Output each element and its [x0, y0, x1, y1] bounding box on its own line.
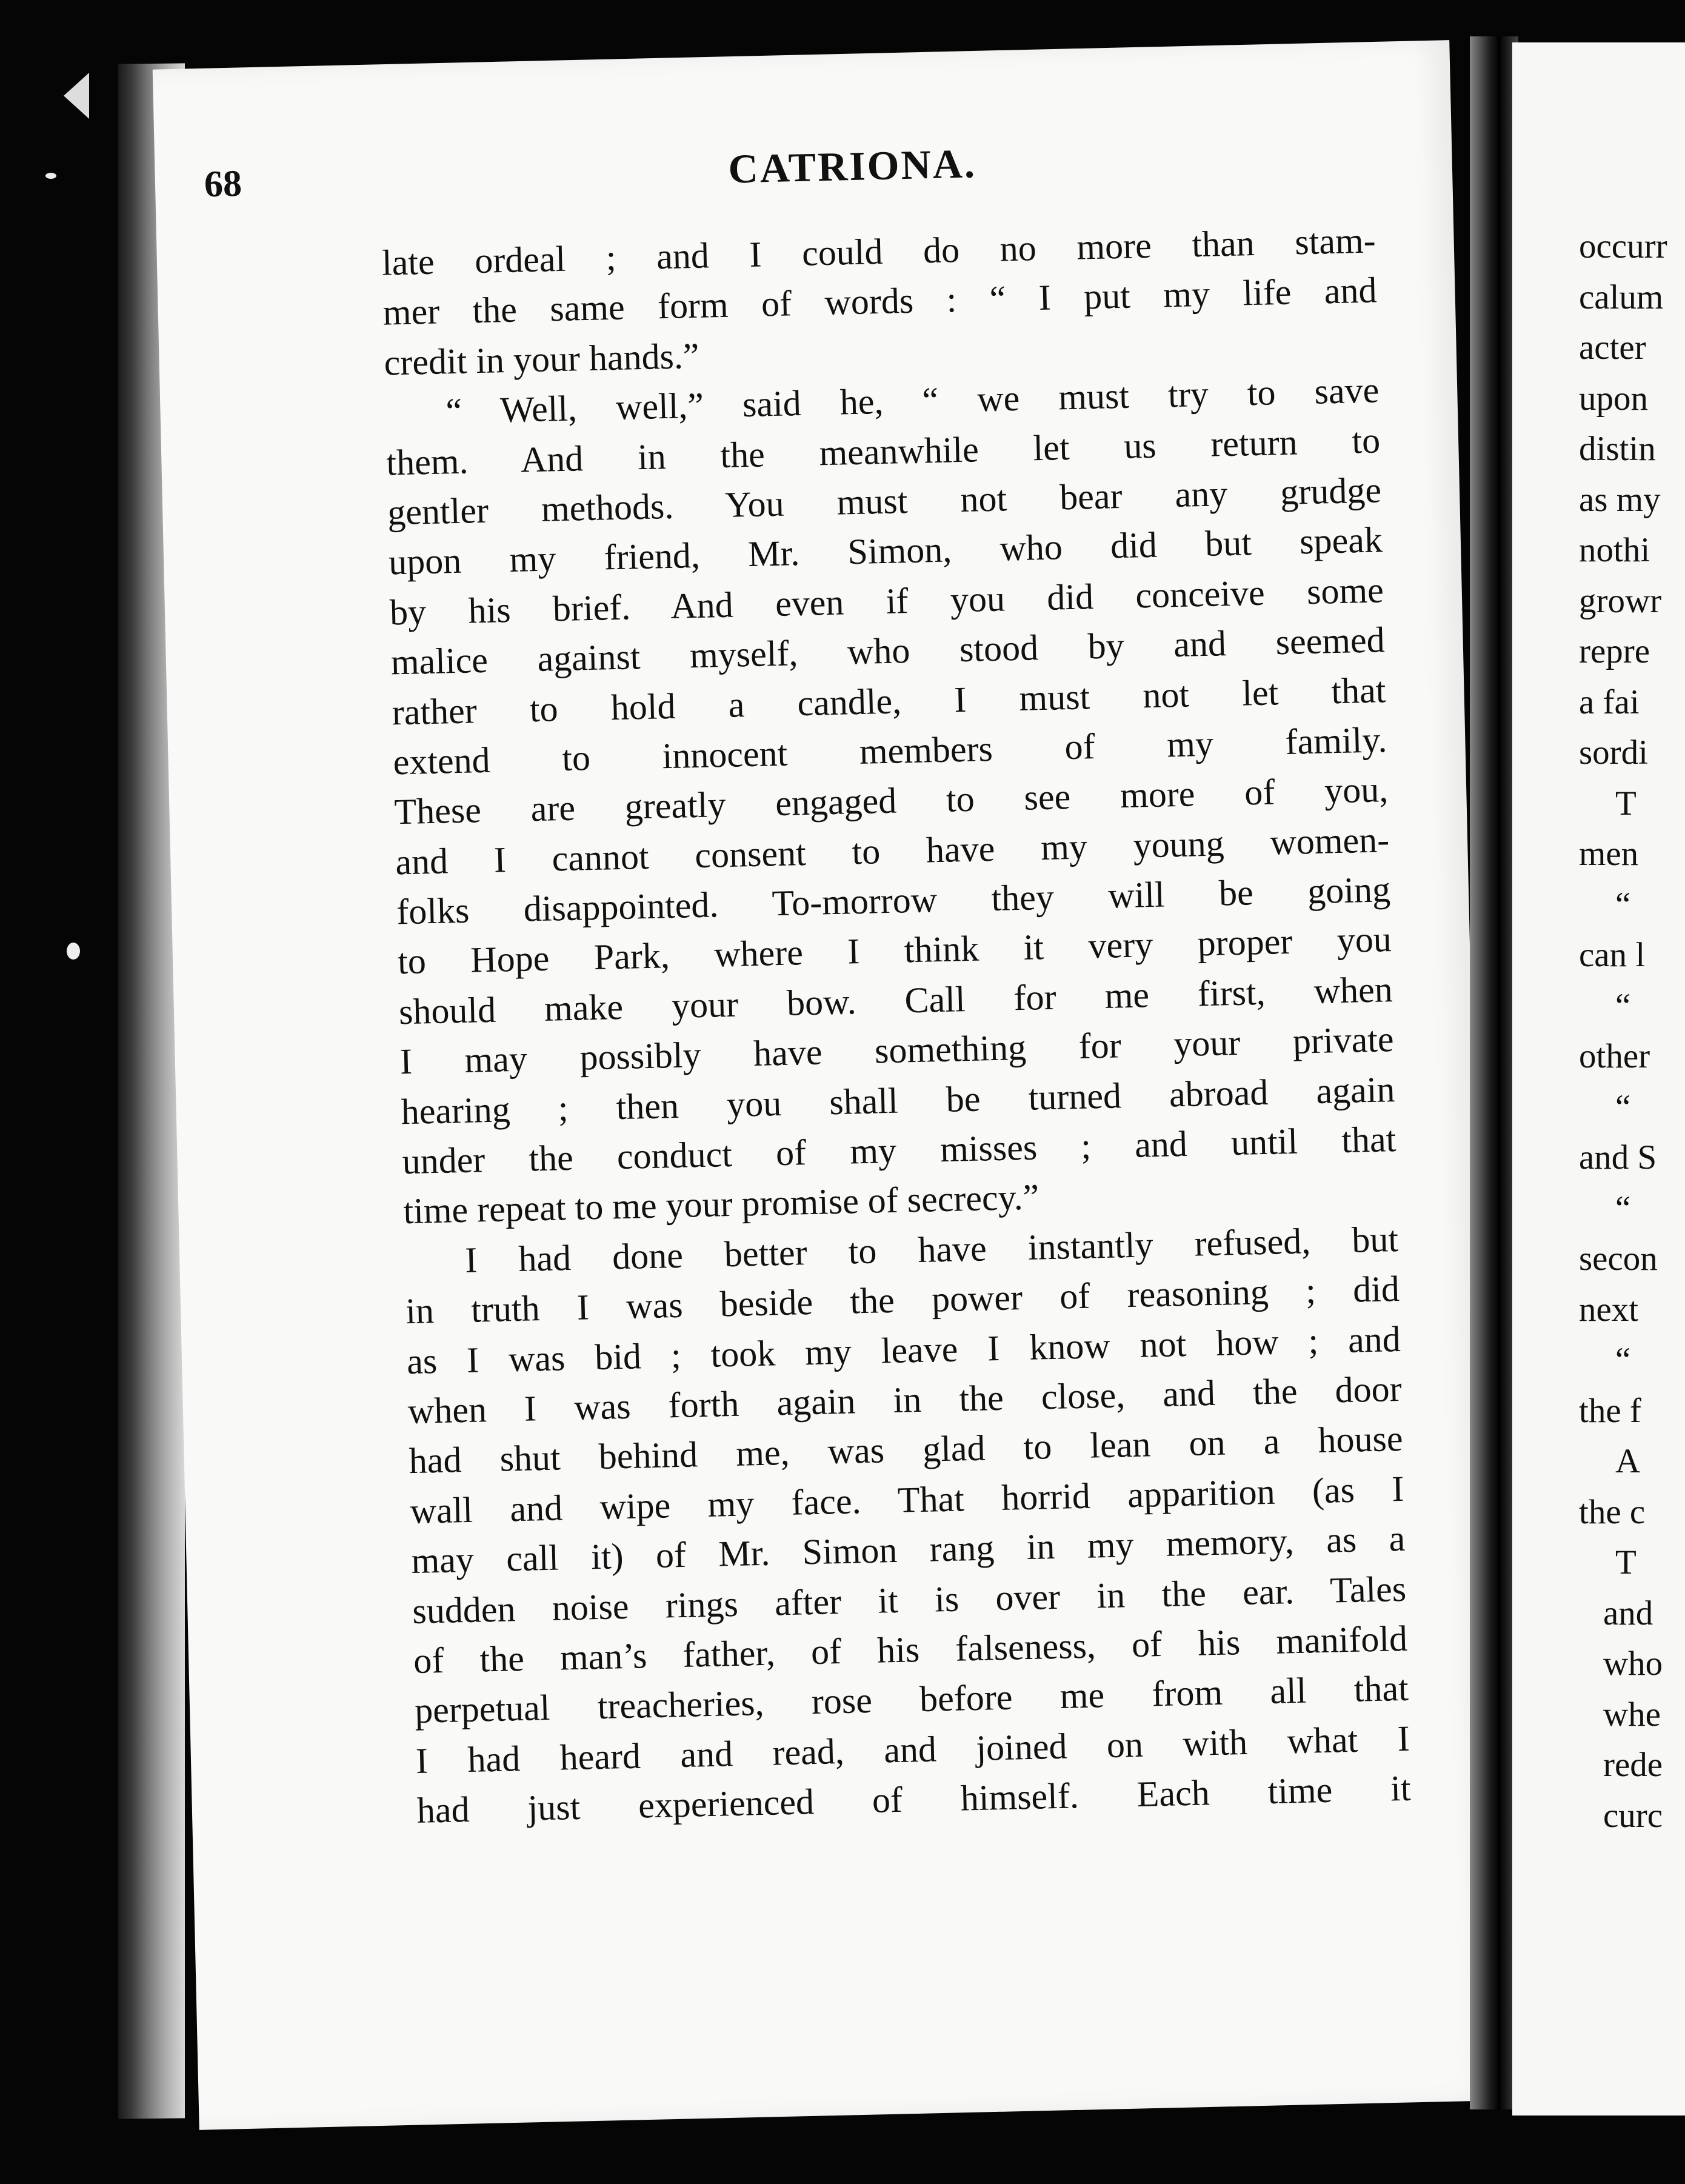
text-line: “ Well, well,” said he, “ we must try to save: [445, 370, 1380, 432]
text-line: credit in your hands.”: [383, 335, 700, 383]
text-line: I had done better to have instantly refused, but: [464, 1218, 1399, 1280]
text-line: whe: [1603, 1695, 1661, 1734]
text-line: to Hope Park, where I think it very proper you: [397, 919, 1392, 982]
text-line: occurr: [1579, 227, 1667, 265]
text-line: and: [1603, 1594, 1653, 1632]
page-number: 68: [204, 162, 242, 205]
text-line: calum: [1579, 278, 1664, 316]
text-line: sordi: [1579, 733, 1648, 772]
text-line: other: [1579, 1037, 1650, 1075]
right-page-text: [1579, 221, 1667, 1841]
text-line: and S: [1579, 1138, 1657, 1177]
text-line: rede: [1603, 1746, 1663, 1784]
text-line: when I was forth again in the close, and the door: [407, 1368, 1403, 1432]
text-line: as my: [1579, 480, 1661, 519]
text-line: hearing ; then you shall be turned abroad again: [401, 1069, 1396, 1132]
text-line: men: [1579, 835, 1639, 873]
text-line: who: [1603, 1645, 1663, 1683]
text-line: time repeat to me your promise of secrecy.”: [402, 1177, 1039, 1232]
text-line: by his brief. And even if you did conceive some: [389, 569, 1384, 633]
text-line: secon: [1579, 1240, 1658, 1278]
text-line: acter: [1579, 329, 1646, 367]
text-line: repre: [1579, 632, 1650, 670]
text-line: had just experienced of himself. Each time it: [416, 1768, 1412, 1831]
text-line: perpetual treacheries, rose before me from all that: [414, 1668, 1409, 1731]
text-line: gentler methods. You must not bear any grudge: [387, 470, 1382, 533]
text-line: nothi: [1579, 531, 1650, 569]
text-line: can l: [1579, 936, 1646, 974]
text-line: growr: [1579, 581, 1662, 620]
text-line: These are greatly engaged to see more of you,: [393, 769, 1389, 832]
text-line: “: [1615, 1189, 1631, 1227]
text-line: distin: [1579, 430, 1656, 468]
text-line: curc: [1603, 1796, 1663, 1835]
text-line: “: [1615, 1341, 1631, 1379]
text-line: sudden noise rings after it is over in the ear. Tales: [412, 1568, 1407, 1631]
text-line: I may possibly have something for your private: [399, 1019, 1395, 1082]
text-line: extend to innocent members of my family.: [392, 720, 1388, 783]
text-line: mer the same form of words : “ I put my life and: [382, 270, 1378, 333]
text-line: the c: [1579, 1492, 1646, 1531]
text-line: may call it) of Mr. Simon rang in my memory, as a: [410, 1518, 1406, 1581]
text-line: folks disappointed. To-morrow they will be going: [396, 869, 1391, 932]
body-text: [381, 215, 1411, 1835]
text-line: as I was bid ; took my leave I know not how ; and: [406, 1318, 1401, 1381]
text-line: “: [1615, 885, 1631, 924]
text-line: T: [1615, 784, 1637, 823]
text-line: and I cannot consent to have my young women-: [395, 819, 1390, 883]
text-line: upon: [1579, 379, 1648, 418]
text-line: the f: [1579, 1391, 1641, 1430]
text-line: under the conduct of my misses ; and until that: [401, 1119, 1396, 1182]
text-line: A: [1615, 1442, 1641, 1480]
text-line: I had heard and read, and joined on with what I: [415, 1718, 1410, 1781]
text-line: rather to hold a candle, I must not let that: [392, 669, 1387, 732]
running-title: CATRIONA.: [727, 140, 977, 192]
text-line: upon my friend, Mr. Simon, who did but speak: [388, 519, 1383, 583]
text-line: late ordeal ; and I could do no more than stam-: [381, 220, 1376, 283]
text-line: malice against myself, who stood by and seemed: [390, 619, 1386, 683]
text-line: T: [1615, 1543, 1637, 1581]
text-line: “: [1615, 986, 1631, 1025]
text-line: wall and wipe my face. That horrid apparition (as I: [409, 1468, 1405, 1531]
text-line: “: [1615, 1087, 1631, 1126]
text-line: them. And in the meanwhile let us return to: [385, 419, 1381, 483]
text-line: had shut behind me, was glad to lean on a house: [409, 1418, 1404, 1481]
text-line: a fai: [1579, 683, 1640, 721]
text-line: should make your bow. Call for me first, when: [398, 969, 1393, 1032]
text-line: in truth I was beside the power of reasoning ; did: [405, 1269, 1400, 1332]
text-line: next: [1579, 1290, 1639, 1329]
text-line: of the man’s father, of his falseness, of his manifold: [413, 1618, 1408, 1681]
